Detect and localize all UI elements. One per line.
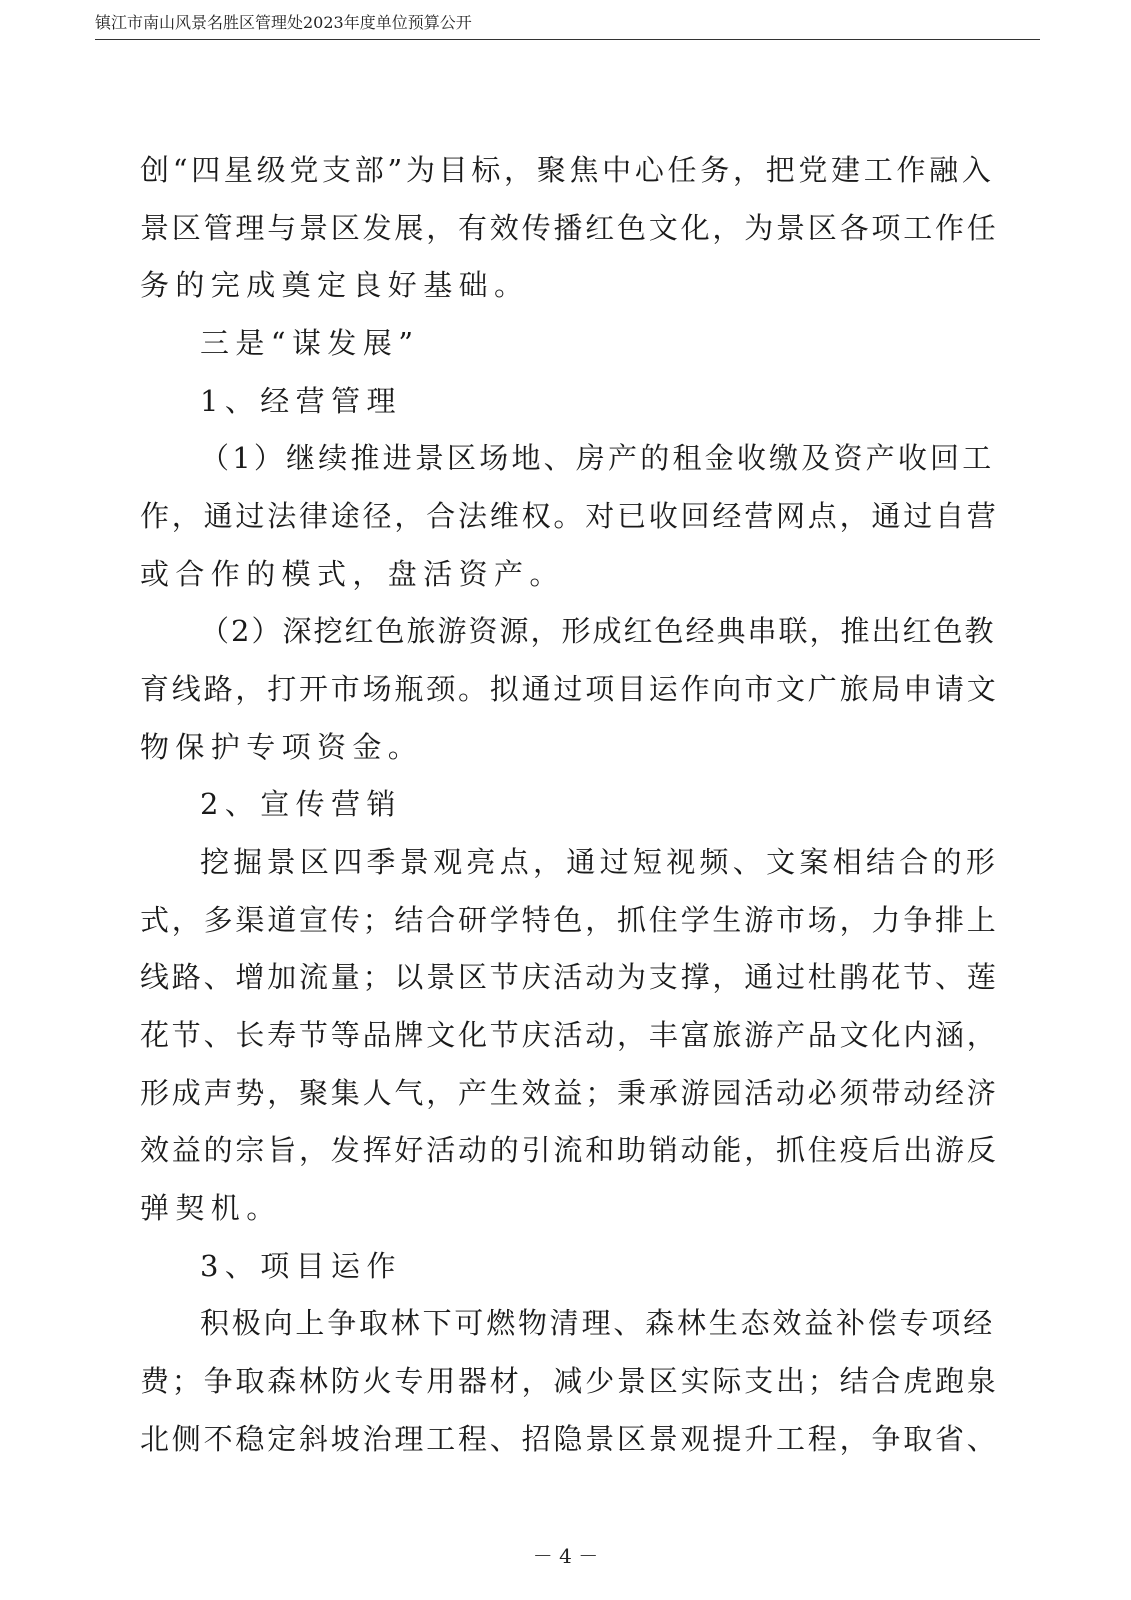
body-line: 花节、长寿节等品牌文化节庆活动，丰富旅游产品文化内涵， xyxy=(140,1018,999,1052)
body-line: 景区管理与景区发展，有效传播红色文化，为景区各项工作任 xyxy=(140,211,999,245)
subsection-heading: 2、宣传营销 xyxy=(200,787,402,821)
body-line: 式，多渠道宣传；结合研学特色，抓住学生游市场，力争排上 xyxy=(140,903,999,937)
body-line: 作，通过法律途径，合法维权。对已收回经营网点，通过自营 xyxy=(140,499,999,533)
body-line: 务的完成奠定良好基础。 xyxy=(140,268,530,302)
body-line: 弹契机。 xyxy=(140,1191,282,1225)
body-line: 挖掘景区四季景观亮点，通过短视频、文案相结合的形 xyxy=(200,845,1000,879)
subsection-heading: 1、经营管理 xyxy=(200,384,402,418)
subsection-heading: 3、项目运作 xyxy=(200,1249,402,1283)
page-number: － 4 － xyxy=(532,1544,599,1568)
section-heading: 三是“谋发展” xyxy=(200,326,420,360)
body-line: 育线路，打开市场瓶颈。拟通过项目运作向市文广旅局申请文 xyxy=(140,672,999,706)
body-line: 积极向上争取林下可燃物清理、森林生态效益补偿专项经 xyxy=(200,1306,996,1340)
header-divider xyxy=(95,39,1040,40)
body-line: 北侧不稳定斜坡治理工程、招隐景区景观提升工程，争取省、 xyxy=(140,1422,999,1456)
body-line: 物保护专项资金。 xyxy=(140,730,424,764)
body-line: 创“四星级党支部”为目标，聚焦中心任务，把党建工作融入 xyxy=(140,153,995,187)
body-line: 效益的宗旨，发挥好活动的引流和助销动能，抓住疫后出游反 xyxy=(140,1133,999,1167)
body-line: 费；争取森林防火专用器材，减少景区实际支出；结合虎跑泉 xyxy=(140,1364,999,1398)
body-line: 或合作的模式，盘活资产。 xyxy=(140,557,565,591)
body-line: （2）深挖红色旅游资源，形成红色经典串联，推出红色教 xyxy=(200,614,996,648)
body-line: （1）继续推进景区场地、房产的租金收缴及资产收回工 xyxy=(200,441,995,475)
page-header-title: 镇江市南山风景名胜区管理处2023年度单位预算公开 xyxy=(95,13,472,32)
body-line: 线路、增加流量；以景区节庆活动为支撑，通过杜鹃花节、莲 xyxy=(140,960,999,994)
body-line: 形成声势，聚集人气，产生效益；秉承游园活动必须带动经济 xyxy=(140,1076,999,1110)
